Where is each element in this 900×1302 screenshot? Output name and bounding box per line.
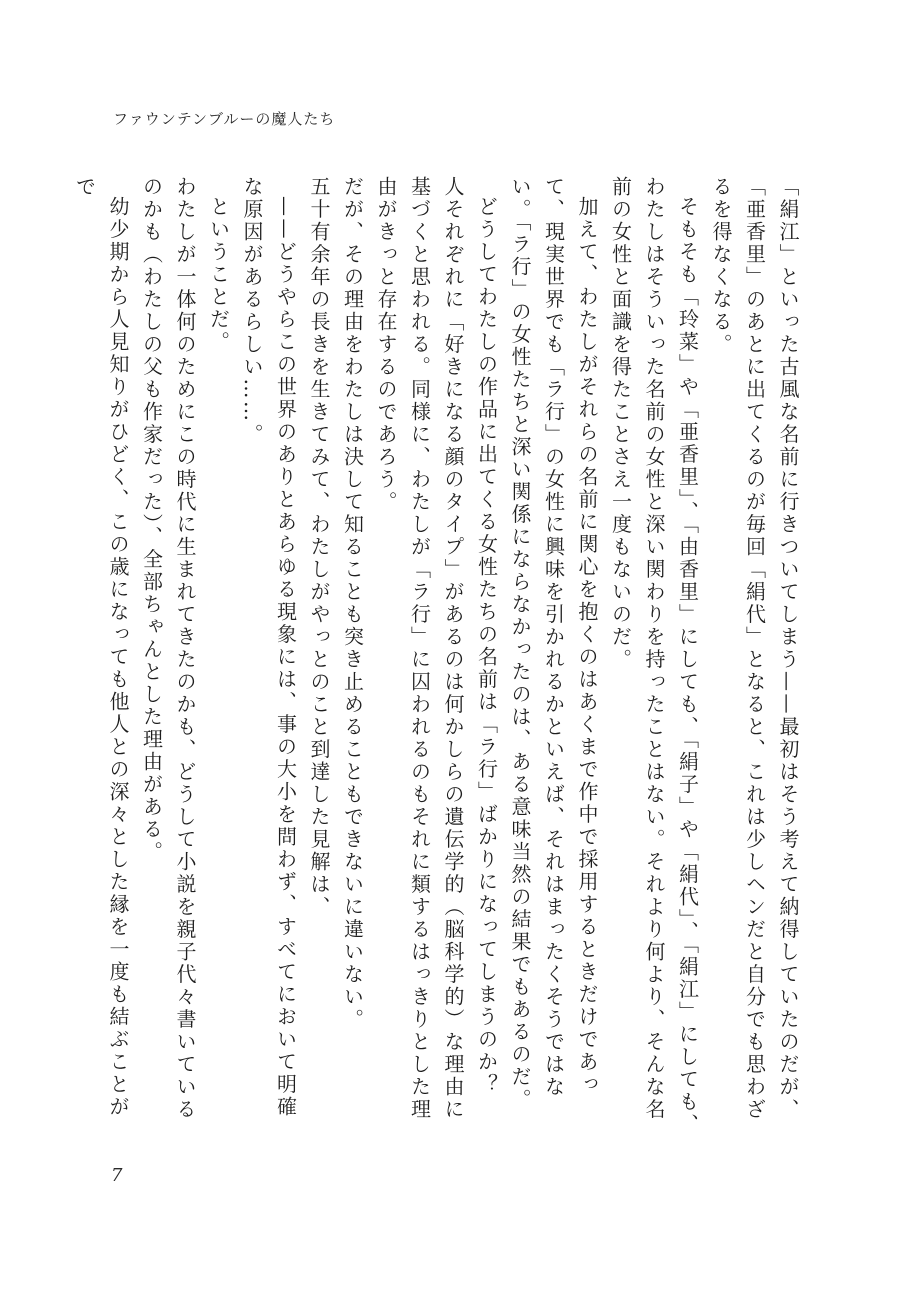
paragraph: わたしが一体何のためにこの時代に生まれてきたのかも、どうして小説を親子代々書いているのかも（わたしの父も作家だった）、全部ちゃんとした理由がある。 — [139, 176, 197, 1121]
running-header-title: ファウンテンブルーの魔人たち — [113, 110, 336, 128]
paragraph: ということだ。 — [206, 196, 231, 354]
paragraph: だが、その理由をわたしは決して知ることも突き止めることもできないに違いない。 — [340, 176, 365, 1031]
paragraph: ——どうやらこの世界のありとあらゆる現象には、事の大小を問わず、すべてにおいて明確な原因があるらしい……。 — [240, 176, 298, 1119]
paragraph: 人それぞれに「好きになる顔のタイプ」があるのは何かしらの遺伝学的（脳科学的）な理由に基づくと思われる。同様に、わたしが「ラ行」に囚われるのもそれに類するはっきりとした理由がきっと存在するのであろう。 — [374, 176, 465, 1121]
paragraph: 加えて、わたしがそれらの名前に関心を抱くのはあくまで作中で採用するときだけであって、現実世界でも「ラ行」の女性に興味を引かれるかといえば、それはまったくそうではない。「ラ行」の女性たちと深い関係にならなかったのは、ある意味当然の結果でもあるのだ。 — [508, 176, 599, 1111]
paragraph: どうしてわたしの作品に出てくる女性たちの名前は「ラ行」ばかりになってしまうのか？ — [474, 196, 499, 1096]
vertical-body-text — [72, 176, 804, 1136]
paragraph: 五十有余年の長きを生きてみて、わたしがやっとのこと到達した見解は、 — [307, 176, 331, 919]
paragraph: 「絹江」といった古風な名前に行きついてしまう——最初はそう考えて納得していたのだが、「亜香里」のあとに出てくるのが毎回「絹代」となると、これは少しヘンだと自分でも思わざるを得なくなる。 — [709, 176, 800, 1121]
paragraph: 幼少期から人見知りがひどく、この歳になっても他人との深々とした縁を一度も結ぶことがで — [72, 176, 130, 1119]
paragraph: そもそも「玲菜」や「亜香里」、「由香里」にしても、「絹子」や「絹代」、「絹江」にしても、わたしはそういった名前の女性と深い関わりを持ったことはない。それより何より、そんな名前の女性と面識を得たことさえ一度もないのだ。 — [608, 176, 700, 1136]
page-number: 7 — [111, 1165, 123, 1186]
